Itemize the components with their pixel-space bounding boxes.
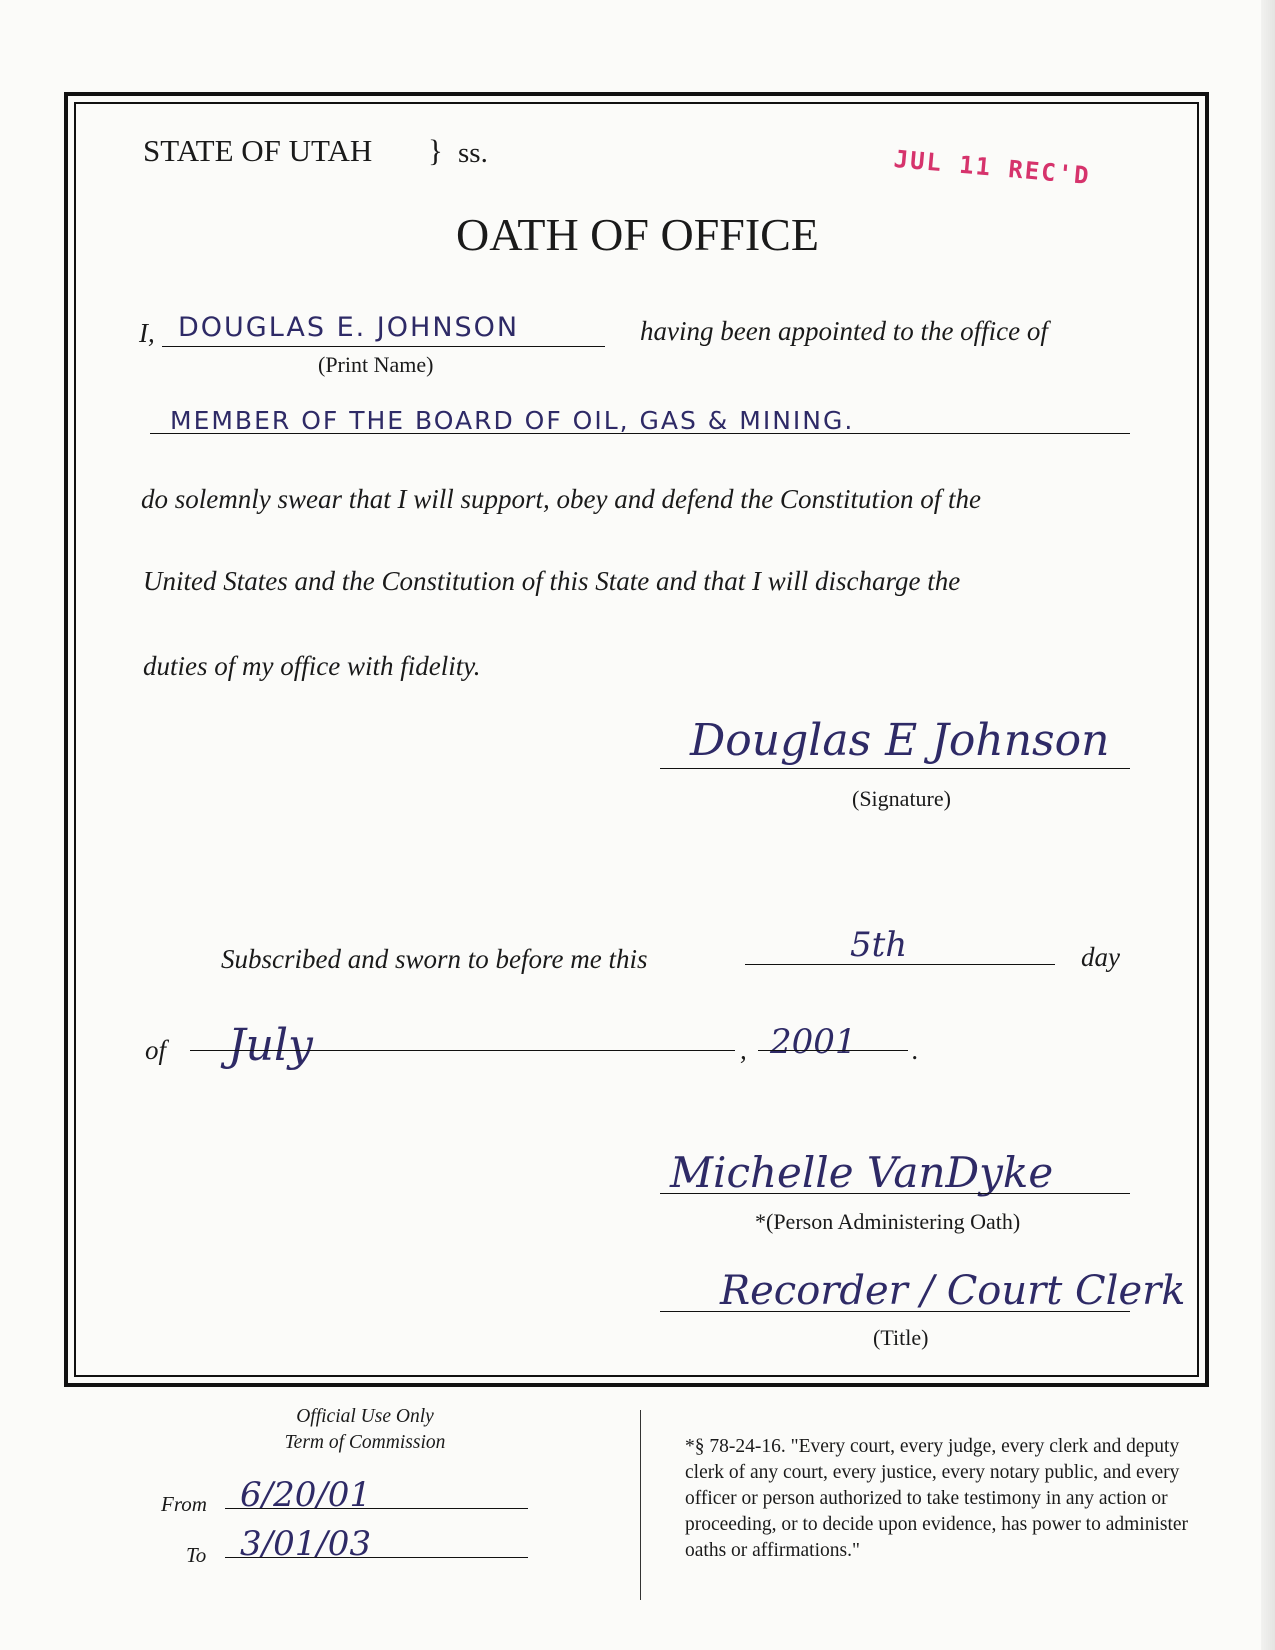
ss-label: ss. [458,137,488,169]
from-value: 6/20/01 [240,1475,372,1515]
brace: } [428,133,443,168]
statute-text: *§ 78-24-16. "Every court, every judge, every clerk and deputy clerk of any court, every justice, every notary public, and every officer or person authorized to take testimony in any action or proceeding, or to decide upon evidence, has power to administer oaths or affirmations." [685,1436,1189,1561]
print-name-caption: (Print Name) [318,352,434,377]
official-use-heading-1: Official Use Only [296,1406,434,1427]
sworn-day-value: 5th [850,925,908,965]
administrator-line [660,1193,1130,1194]
to-value: 3/01/03 [240,1524,372,1564]
year-value: 2001 [770,1022,857,1062]
official-use-heading-2: Term of Commission [284,1432,446,1453]
date-period: . [912,1035,919,1065]
print-name-value: DOUGLAS E. JOHNSON [178,312,520,343]
received-stamp: JUL 11 REC'D [892,145,1092,191]
official-use-heading [210,1404,520,1456]
administrator-signature: Michelle VanDyke [670,1148,1054,1197]
of-label: of [145,1035,167,1065]
title-caption: (Title) [873,1325,929,1350]
day-label: day [1081,942,1120,972]
to-line [225,1557,528,1558]
month-line [190,1050,735,1051]
vertical-divider [640,1410,641,1600]
document-title: OATH OF OFFICE [456,209,819,260]
administrator-title-value: Recorder / Court Clerk [720,1268,1186,1314]
print-name-line [162,346,605,347]
signature-caption: (Signature) [852,786,951,811]
month-value: July [228,1020,313,1071]
oath-line-2: United States and the Constitution of this State and that I will discharge the [143,566,961,596]
day-line [745,964,1055,965]
year-line [758,1050,908,1051]
i-prefix: I, [139,318,155,348]
from-label: From [161,1492,207,1516]
to-label: To [186,1543,207,1567]
signature-value: Douglas E Johnson [690,715,1110,766]
oath-line-3: duties of my office with fidelity. [143,651,481,681]
sworn-text: Subscribed and sworn to before me this [221,944,648,974]
appointed-text: having been appointed to the office of [640,316,1048,346]
signature-line [660,768,1130,769]
oath-line-1: do solemnly swear that I will support, obey and defend the Constitution of the [141,484,981,514]
office-value: MEMBER OF THE BOARD OF OIL, GAS & MINING. [170,406,855,435]
date-comma: , [740,1035,747,1065]
title-line [660,1311,1130,1312]
office-line [150,433,1130,434]
state-heading: STATE OF UTAH [143,133,373,168]
administrator-caption: *(Person Administering Oath) [755,1209,1021,1234]
from-line [225,1508,528,1509]
